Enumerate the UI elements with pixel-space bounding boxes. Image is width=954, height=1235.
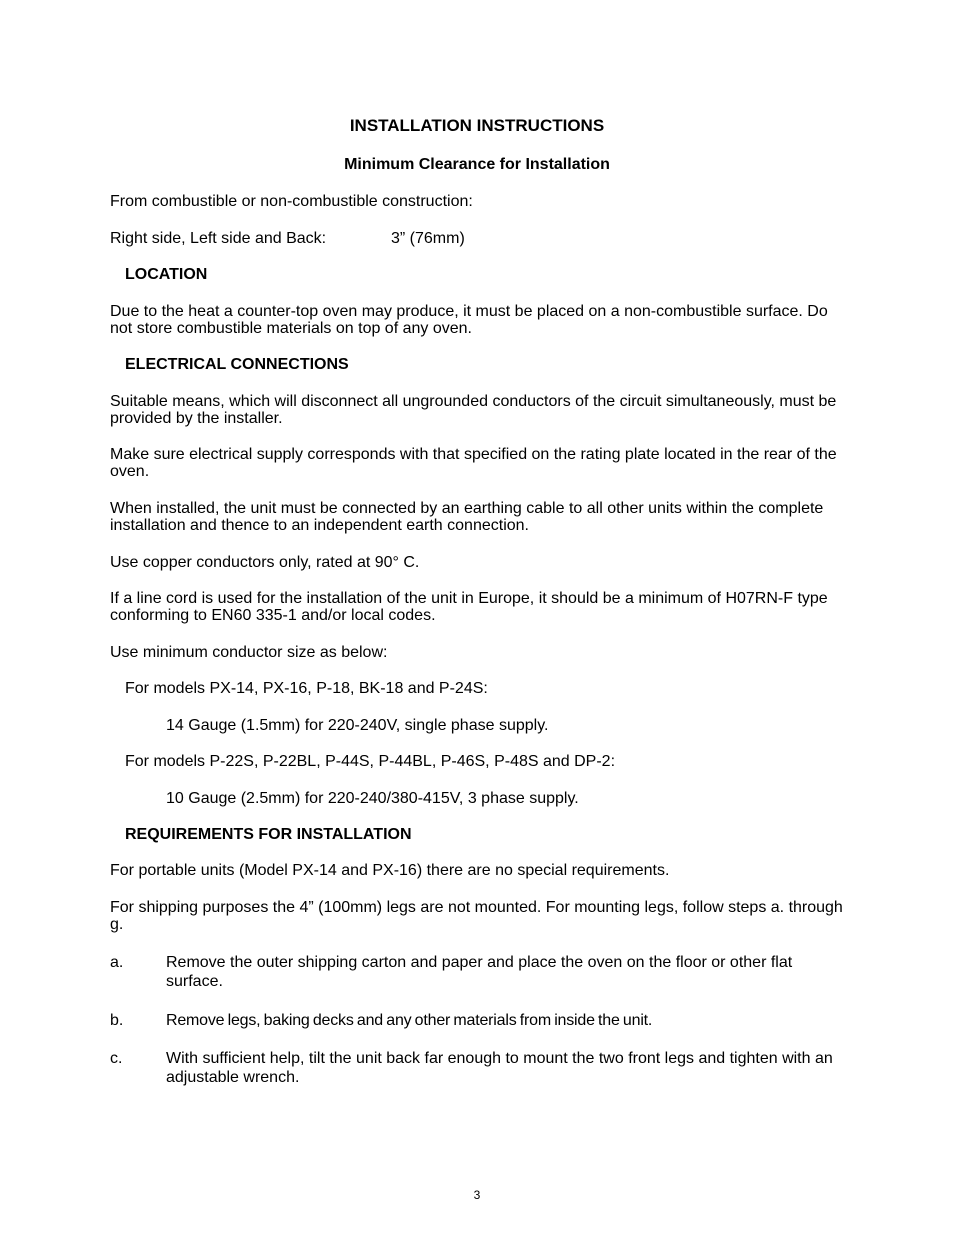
step-c-text: With sufficient help, tilt the unit back far enough to mount the two front legs and tighten with an adjustable wrench.: [166, 1050, 833, 1086]
step-b-letter: b.: [110, 1012, 124, 1029]
electrical-paragraph-2: Make sure electrical supply corresponds with that specified on the rating plate located in the rear of the oven.: [110, 446, 837, 480]
electrical-paragraph-6: Use minimum conductor size as below:: [110, 644, 388, 661]
requirements-paragraph-2: For shipping purposes the 4” (100mm) legs are not mounted. For mounting legs, follow steps a. through g.: [110, 899, 843, 933]
electrical-paragraph-3: When installed, the unit must be connected by an earthing cable to all other units within the complete installation and thence to an independent earth connection.: [110, 500, 824, 534]
step-a-text: Remove the outer shipping carton and paper and place the oven on the floor or other flat surface.: [166, 954, 793, 990]
step-b-text: Remove legs, baking decks and any other materials from inside the unit.: [166, 1012, 653, 1029]
gauge-spec-2: 10 Gauge (2.5mm) for 220-240/380-415V, 3 phase supply.: [166, 790, 579, 807]
page-number: 3: [473, 1188, 481, 1202]
requirements-heading: REQUIREMENTS FOR INSTALLATION: [125, 826, 412, 843]
clearance-intro: From combustible or non-combustible construction:: [110, 193, 473, 210]
models-list-2: For models P-22S, P-22BL, P-44S, P-44BL, P-46S, P-48S and DP-2:: [125, 753, 616, 770]
electrical-heading: ELECTRICAL CONNECTIONS: [125, 356, 349, 373]
location-text: Due to the heat a counter-top oven may produce, it must be placed on a non-combustible surface. Do not store combustible materials on top of any oven.: [110, 303, 828, 337]
requirements-paragraph-1: For portable units (Model PX-14 and PX-16) there are no special requirements.: [110, 862, 670, 879]
page-title: INSTALLATION INSTRUCTIONS: [349, 116, 605, 135]
electrical-paragraph-5: If a line cord is used for the installation of the unit in Europe, it should be a minimum of H07RN-F type conforming to EN60 335-1 and/or local codes.: [110, 590, 828, 624]
step-c-letter: c.: [110, 1050, 123, 1067]
clearance-label: Right side, Left side and Back:: [110, 230, 327, 247]
electrical-paragraph-1: Suitable means, which will disconnect all ungrounded conductors of the circuit simultaneously, must be provided by the installer.: [110, 393, 837, 427]
clearance-value: 3” (76mm): [391, 230, 465, 247]
electrical-paragraph-4: Use copper conductors only, rated at 90° C.: [110, 554, 420, 571]
location-heading: LOCATION: [125, 266, 208, 283]
gauge-spec-1: 14 Gauge (1.5mm) for 220-240V, single phase supply.: [166, 717, 549, 734]
step-a-letter: a.: [110, 954, 124, 971]
section-subtitle: Minimum Clearance for Installation: [344, 156, 610, 173]
models-list-1: For models PX-14, PX-16, P-18, BK-18 and P-24S:: [125, 680, 488, 697]
